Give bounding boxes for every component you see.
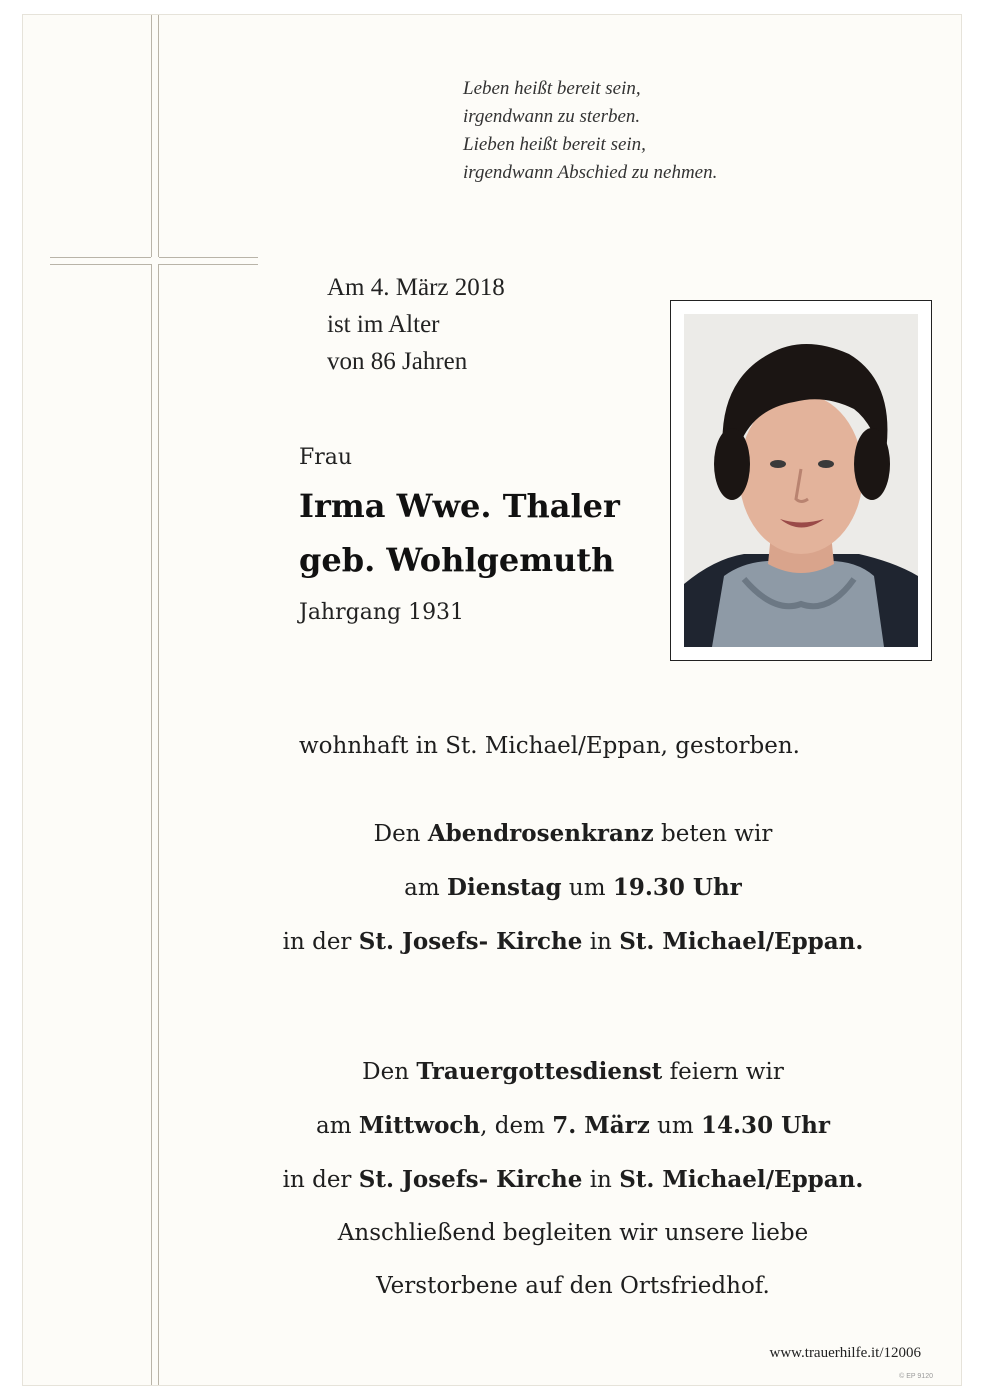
cross-vertical-top: [151, 15, 159, 263]
print-code: © EP 9120: [899, 1373, 933, 1380]
funeral-time: 14.30 Uhr: [701, 1112, 830, 1139]
deceased-name: [299, 479, 620, 587]
intro-line: Am 4. März 2018: [327, 274, 505, 301]
funeral-line-1: [183, 1045, 963, 1099]
text: in der: [282, 929, 359, 955]
intro-line: ist im Alter: [327, 311, 440, 338]
text: um: [561, 875, 613, 901]
rosary-line-3: [183, 915, 963, 969]
text: feiern wir: [662, 1059, 784, 1085]
rosary-label: Abendrosenkranz: [427, 820, 654, 847]
quote: [463, 75, 717, 187]
text: am: [404, 875, 448, 901]
funeral-label: Trauergottesdienst: [416, 1058, 663, 1085]
text: Den: [362, 1059, 417, 1085]
rosary-day: Dienstag: [447, 874, 562, 901]
text: Den: [373, 821, 428, 847]
rosary-block: [183, 807, 963, 969]
funeral-date: 7. März: [552, 1112, 650, 1139]
funeral-line-5: Verstorbene auf den Ortsfriedhof.: [376, 1273, 770, 1299]
funeral-place: St. Michael/Eppan.: [619, 1166, 864, 1193]
funeral-line-2: [183, 1099, 963, 1153]
funeral-line-4: Anschließend begleiten wir unsere liebe: [337, 1220, 809, 1246]
rosary-church: St. Josefs- Kirche: [358, 928, 583, 955]
text: beten wir: [653, 821, 773, 847]
text: in der: [282, 1167, 359, 1193]
rosary-line-1: [183, 807, 963, 861]
intro-line: von 86 Jahren: [327, 348, 468, 375]
funeral-day: Mittwoch: [358, 1112, 481, 1139]
text: um: [649, 1113, 702, 1139]
name-line-1: Irma Wwe. Thaler: [299, 487, 620, 525]
rosary-line-2: [183, 861, 963, 915]
quote-line: Leben heißt bereit sein,: [463, 78, 641, 99]
text: , dem: [480, 1113, 553, 1139]
text: in: [582, 929, 620, 955]
text: am: [316, 1113, 359, 1139]
rosary-time: 19.30 Uhr: [612, 874, 742, 901]
website-link[interactable]: www.trauerhilfe.it/12006: [769, 1345, 921, 1361]
portrait-frame: [670, 300, 932, 661]
residence-line: wohnhaft in St. Michael/Eppan, gestorben.: [299, 733, 800, 759]
quote-line: Lieben heißt bereit sein,: [463, 134, 646, 155]
portrait-photo: [684, 314, 918, 647]
text: in: [582, 1167, 620, 1193]
quote-line: irgendwann Abschied zu nehmen.: [463, 162, 718, 183]
obituary-card: [22, 14, 962, 1386]
intro: [327, 269, 505, 380]
cross-vertical-bottom: [151, 264, 159, 1385]
quote-line: irgendwann zu sterben.: [463, 106, 641, 127]
rosary-place: St. Michael/Eppan.: [619, 928, 864, 955]
portrait-illustration: [684, 314, 918, 647]
salutation: Frau: [299, 445, 353, 470]
birth-year: Jahrgang 1931: [299, 600, 465, 625]
name-line-2: geb. Wohlgemuth: [299, 541, 615, 579]
funeral-church: St. Josefs- Kirche: [358, 1166, 583, 1193]
funeral-line-3: [183, 1153, 963, 1207]
funeral-block: [183, 1045, 963, 1313]
